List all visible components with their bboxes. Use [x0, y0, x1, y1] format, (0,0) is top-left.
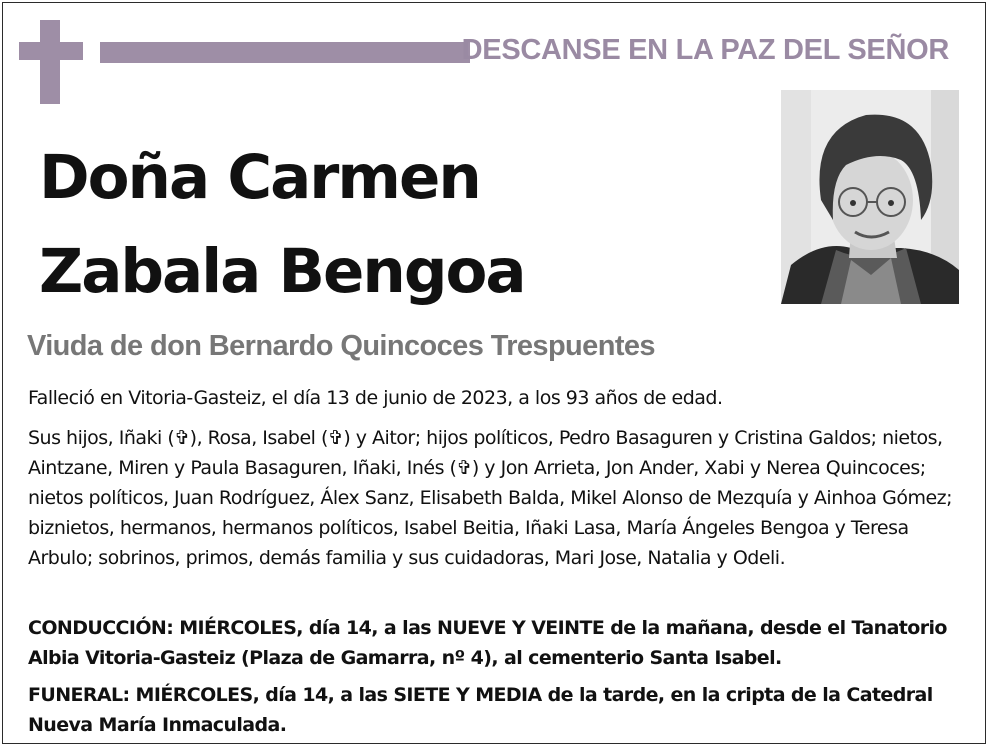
funeral-details: FUNERAL: MIÉRCOLES, día 14, a las SIETE Y MEDIA de la tarde, en la cripta de la Catedral Nueva María Inmaculada. [28, 684, 933, 736]
conduccion-details: CONDUCCIÓN: MIÉRCOLES, día 14, a las NUEVE Y VEINTE de la mañana, desde el Tanatorio Albia Vitoria-Gasteiz (Plaza de Gamarra, nº 4), al cementerio Santa Isabel. [28, 617, 947, 669]
header-divider-bar [100, 42, 470, 63]
header-title: DESCANSE EN LA PAZ DEL SEÑOR [461, 34, 949, 66]
deceased-name-line2: Zabala Bengoa [39, 236, 525, 307]
widow-of-line: Viuda de don Bernardo Quincoces Trespuentes [27, 330, 655, 362]
death-announcement: Falleció en Vitoria-Gasteiz, el día 13 de junio de 2023, a los 93 años de edad. [28, 387, 723, 409]
obituary-notice [2, 2, 986, 744]
portrait-photo [781, 90, 959, 304]
deceased-name-line1: Doña Carmen [39, 142, 480, 213]
cross-icon [19, 20, 83, 104]
deceased-name [39, 131, 525, 319]
family-list: Sus hijos, Iñaki (✞), Rosa, Isabel (✞) y Aitor; hijos políticos, Pedro Basaguren y Cristina Galdos; nietos, Aintzane, Miren y Paula Basaguren, Iñaki, Inés (✞) y Jon Arrieta, Jon Ander, Xabi y Nerea Quincoces; nietos políticos, Juan Rodríguez, Álex Sanz, Elisabeth Balda, Mikel Alonso de Mezquía y Ainhoa Gómez; biznietos, hermanos, hermanos políticos, Isabel Beitia, Iñaki Lasa, María Ángeles Bengoa y Teresa Arbulo; sobrinos, primos, demás familia y sus cuidadoras, Mari Jose, Natalia y Odeli. [28, 427, 953, 569]
